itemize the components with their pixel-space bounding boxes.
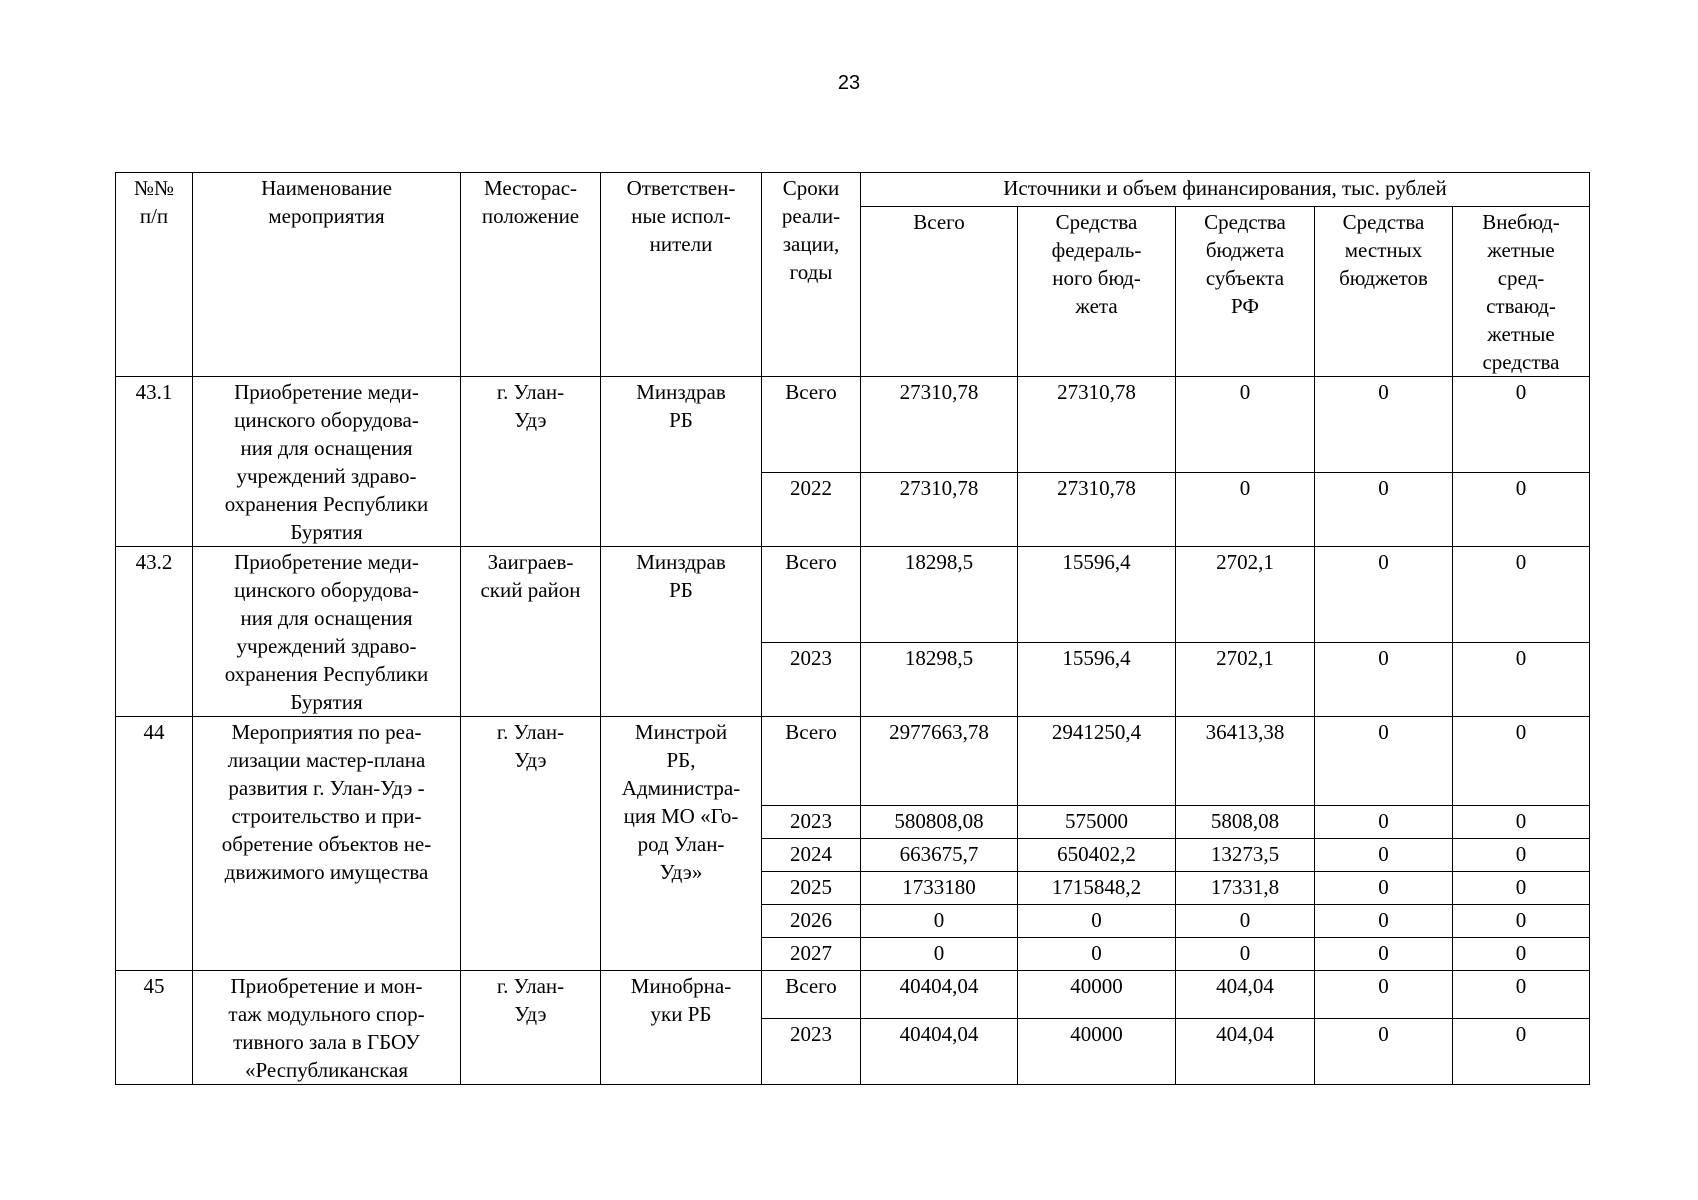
federal-cell: 27310,78 (1018, 377, 1176, 473)
federal-cell: 650402,2 (1018, 839, 1176, 872)
extra-cell: 0 (1453, 377, 1590, 473)
location: г. Улан- Удэ (461, 377, 601, 547)
header-period: Сроки реали- зации, годы (762, 173, 861, 377)
period-cell: Всего (762, 971, 861, 1019)
local-cell: 0 (1315, 839, 1453, 872)
header-location: Месторас- положение (461, 173, 601, 377)
extra-cell: 0 (1453, 806, 1590, 839)
period-cell: Всего (762, 377, 861, 473)
period-cell: 2024 (762, 839, 861, 872)
total-cell: 40404,04 (861, 1019, 1018, 1085)
subject-cell: 0 (1176, 473, 1315, 547)
location: Заиграев- ский район (461, 547, 601, 717)
local-cell: 0 (1315, 547, 1453, 643)
event-name: Приобретение и мон- таж модульного спор- тивного зала в ГБОУ «Республиканская (193, 971, 461, 1085)
header-name: Наименование мероприятия (193, 173, 461, 377)
local-cell: 0 (1315, 377, 1453, 473)
period-cell: Всего (762, 547, 861, 643)
subject-cell: 2702,1 (1176, 643, 1315, 717)
local-cell: 0 (1315, 971, 1453, 1019)
federal-cell: 15596,4 (1018, 547, 1176, 643)
local-cell: 0 (1315, 1019, 1453, 1085)
subject-cell: 5808,08 (1176, 806, 1315, 839)
extra-cell: 0 (1453, 547, 1590, 643)
local-cell: 0 (1315, 806, 1453, 839)
event-name: Мероприятия по реа- лизации мастер-плана развития г. Улан-Удэ - строительство и при- обретение объектов не- движимого имущества (193, 717, 461, 971)
total-cell: 18298,5 (861, 547, 1018, 643)
extra-cell: 0 (1453, 839, 1590, 872)
total-cell: 663675,7 (861, 839, 1018, 872)
table-row (116, 717, 1590, 806)
local-cell: 0 (1315, 905, 1453, 938)
extra-cell: 0 (1453, 872, 1590, 905)
federal-cell: 0 (1018, 905, 1176, 938)
total-cell: 0 (861, 905, 1018, 938)
table-body (116, 377, 1590, 1085)
federal-cell: 0 (1018, 938, 1176, 971)
federal-cell: 2941250,4 (1018, 717, 1176, 806)
page-number: 23 (837, 72, 861, 94)
subject-cell: 2702,1 (1176, 547, 1315, 643)
extra-cell: 0 (1453, 1019, 1590, 1085)
table-row (116, 547, 1590, 643)
row-number: 44 (116, 717, 193, 971)
row-number: 43.1 (116, 377, 193, 547)
event-name: Приобретение меди- цинского оборудова- ния для оснащения учреждений здраво- охранения Республики Бурятия (193, 547, 461, 717)
subject-cell: 0 (1176, 938, 1315, 971)
period-cell: 2023 (762, 806, 861, 839)
federal-cell: 27310,78 (1018, 473, 1176, 547)
header-subject: Средства бюджета субъекта РФ (1176, 207, 1315, 377)
period-cell: 2023 (762, 1019, 861, 1085)
header-total: Всего (861, 207, 1018, 377)
financing-table (115, 172, 1590, 1085)
local-cell: 0 (1315, 872, 1453, 905)
table-header (116, 173, 1590, 377)
extra-cell: 0 (1453, 473, 1590, 547)
subject-cell: 13273,5 (1176, 839, 1315, 872)
extra-cell: 0 (1453, 938, 1590, 971)
total-cell: 40404,04 (861, 971, 1018, 1019)
federal-cell: 1715848,2 (1018, 872, 1176, 905)
total-cell: 580808,08 (861, 806, 1018, 839)
subject-cell: 17331,8 (1176, 872, 1315, 905)
table-row (116, 377, 1590, 473)
federal-cell: 575000 (1018, 806, 1176, 839)
subject-cell: 0 (1176, 905, 1315, 938)
local-cell: 0 (1315, 717, 1453, 806)
responsible: Минстрой РБ, Администра- ция МО «Го- род Улан- Удэ» (601, 717, 762, 971)
row-number: 45 (116, 971, 193, 1085)
period-cell: 2022 (762, 473, 861, 547)
header-extra: Внебюд- жетные сред- стваюд- жетные средства (1453, 207, 1590, 377)
header-responsible: Ответствен- ные испол- нители (601, 173, 762, 377)
total-cell: 27310,78 (861, 473, 1018, 547)
subject-cell: 36413,38 (1176, 717, 1315, 806)
extra-cell: 0 (1453, 717, 1590, 806)
responsible: Минздрав РБ (601, 377, 762, 547)
event-name: Приобретение меди- цинского оборудова- ния для оснащения учреждений здраво- охранения Республики Бурятия (193, 377, 461, 547)
total-cell: 18298,5 (861, 643, 1018, 717)
federal-cell: 15596,4 (1018, 643, 1176, 717)
extra-cell: 0 (1453, 643, 1590, 717)
responsible: Минобрна- уки РБ (601, 971, 762, 1085)
location: г. Улан- Удэ (461, 717, 601, 971)
extra-cell: 0 (1453, 971, 1590, 1019)
total-cell: 0 (861, 938, 1018, 971)
local-cell: 0 (1315, 643, 1453, 717)
period-cell: Всего (762, 717, 861, 806)
location: г. Улан- Удэ (461, 971, 601, 1085)
total-cell: 2977663,78 (861, 717, 1018, 806)
extra-cell: 0 (1453, 905, 1590, 938)
federal-cell: 40000 (1018, 971, 1176, 1019)
period-cell: 2026 (762, 905, 861, 938)
federal-cell: 40000 (1018, 1019, 1176, 1085)
period-cell: 2025 (762, 872, 861, 905)
header-sources: Источники и объем финансирования, тыс. рублей (861, 173, 1590, 207)
period-cell: 2027 (762, 938, 861, 971)
table-row (116, 971, 1590, 1019)
header-num: №№ п/п (116, 173, 193, 377)
subject-cell: 404,04 (1176, 971, 1315, 1019)
total-cell: 1733180 (861, 872, 1018, 905)
subject-cell: 0 (1176, 377, 1315, 473)
local-cell: 0 (1315, 938, 1453, 971)
header-local: Средства местных бюджетов (1315, 207, 1453, 377)
subject-cell: 404,04 (1176, 1019, 1315, 1085)
row-number: 43.2 (116, 547, 193, 717)
header-federal: Средства федераль- ного бюд- жета (1018, 207, 1176, 377)
total-cell: 27310,78 (861, 377, 1018, 473)
local-cell: 0 (1315, 473, 1453, 547)
period-cell: 2023 (762, 643, 861, 717)
responsible: Минздрав РБ (601, 547, 762, 717)
